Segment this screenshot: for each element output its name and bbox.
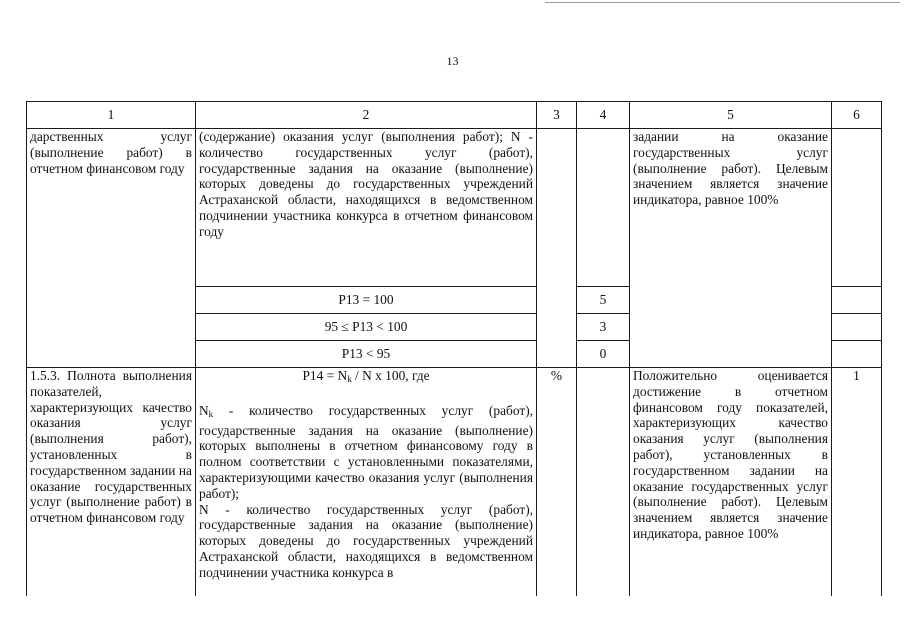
assessment-description-cell: Положительно оценивается достижение в отчетном финансовом году показателей, характеризующих качество оказания услуг (выполнения работ), установленных в государственном задании на оказание государственных услуг (выполнение работ). Целевым значением является значение индикатора, равное 100% (630, 368, 832, 597)
weight-cell (832, 341, 882, 368)
assessment-description-cell: задании на оказание государственных услуг (выполнение работ). Целевым значением является значение индикатора, равное 100% (630, 129, 832, 368)
criteria-table (26, 101, 882, 596)
calculation-method-cell: (содержание) оказания услуг (выполнения работ); N - количество государственных услуг (работ), государственные задания на оказание (выполнение) которых доведены до государственных учреждений Астраханской области, находящихся в ведомственном подчинении участника конкурса в отчетном финансовом году (196, 129, 537, 287)
points-cell (577, 368, 630, 597)
weight-cell: 1 (832, 368, 882, 597)
nk-subscript: k (208, 408, 214, 419)
scan-artifact-line (545, 2, 900, 3)
column-header: 3 (537, 102, 577, 129)
nk-symbol: N (199, 402, 209, 418)
indicator-name-cell: 1.5.3. Полнота выполнения показателей, характеризующих качество оказания услуг (выполнения работ), установленных в государственном задании на оказание государственных услуг (выполнение работ) в отчетном финансовом году (27, 368, 196, 597)
page-number: 13 (446, 54, 459, 68)
table-header-row (27, 102, 882, 129)
formula-suffix: / N x 100, где (351, 368, 430, 383)
points-cell (577, 129, 630, 287)
formula (199, 368, 533, 388)
column-header: 2 (196, 102, 537, 129)
score-points: 0 (577, 341, 630, 368)
table-row (27, 368, 882, 597)
indicator-name-cell: дарственных услуг (выполнение работ) в отчетном финансовом году (27, 129, 196, 368)
score-condition: Р13 < 95 (196, 341, 537, 368)
nk-definition (199, 403, 533, 502)
formula-subscript: k (347, 374, 352, 384)
table-row (27, 129, 882, 287)
column-header: 6 (832, 102, 882, 129)
unit-cell: % (537, 368, 577, 597)
weight-cell (832, 129, 882, 287)
score-condition: Р13 = 100 (196, 287, 537, 314)
calculation-method-cell (196, 368, 537, 597)
unit-cell (537, 129, 577, 368)
n-definition: N - количество государственных услуг (работ), государственные задания на оказание (выполнение) которых доведены до государственных учреждений Астраханской области, находящихся в ведомственном подчинении участника конкурса в (199, 501, 533, 580)
column-header: 1 (27, 102, 196, 129)
score-points: 5 (577, 287, 630, 314)
formula-prefix: Р14 = N (302, 368, 348, 383)
score-condition: 95 ≤ Р13 < 100 (196, 314, 537, 341)
column-header: 4 (577, 102, 630, 129)
weight-cell (832, 314, 882, 341)
weight-cell (832, 287, 882, 314)
column-header: 5 (630, 102, 832, 129)
nk-text: - количество государственных услуг (работ), государственные задания на оказание (выполнение) которых выполнены в отчетном финансовому году в полном соответствии с установленными показателями, характеризующими качество оказания услуг (выполнения работ); (199, 402, 533, 501)
score-points: 3 (577, 314, 630, 341)
